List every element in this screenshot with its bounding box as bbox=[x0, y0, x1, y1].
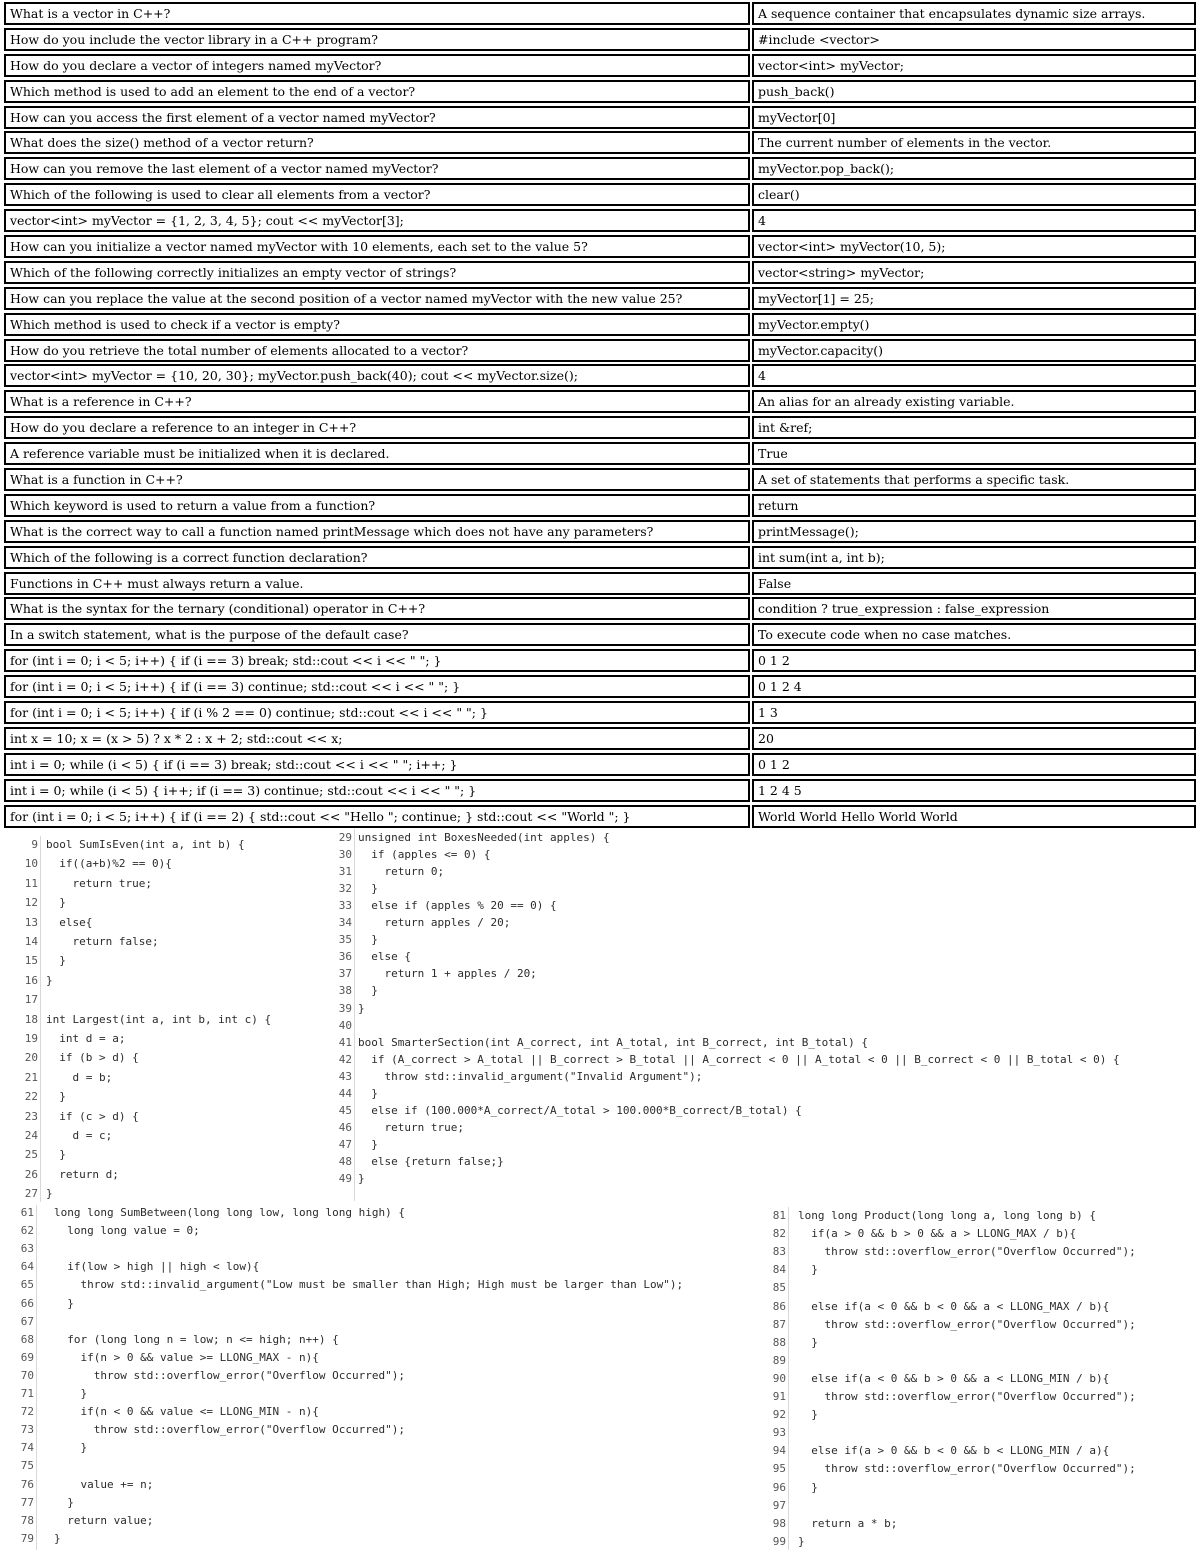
answer-cell: int sum(int a, int b); bbox=[752, 546, 1196, 569]
question-cell: What is a function in C++? bbox=[4, 468, 750, 491]
qa-row bbox=[4, 209, 1196, 235]
code-text: } bbox=[798, 1335, 818, 1349]
question-cell: Which of the following is a correct function declaration? bbox=[4, 546, 750, 569]
code-text: if (b > d) { bbox=[46, 1051, 139, 1065]
line-number: 72 bbox=[20, 1405, 34, 1419]
line-number: 36 bbox=[338, 950, 352, 964]
line-number: 22 bbox=[24, 1090, 38, 1104]
code-text: } bbox=[54, 1441, 88, 1455]
code-text: throw std::overflow_error("Overflow Occurred"); bbox=[798, 1245, 1136, 1259]
code-text: } bbox=[46, 954, 66, 968]
line-number: 76 bbox=[20, 1477, 34, 1491]
line-number: 11 bbox=[24, 876, 38, 890]
code-text: } bbox=[54, 1296, 74, 1310]
code-text: } bbox=[46, 1090, 66, 1104]
qa-row bbox=[4, 131, 1196, 157]
line-number: 23 bbox=[24, 1109, 38, 1123]
code-text: int d = a; bbox=[46, 1032, 126, 1045]
line-number: 21 bbox=[24, 1070, 38, 1084]
question-cell: What is the syntax for the ternary (conditional) operator in C++? bbox=[4, 597, 750, 620]
answer-cell: 4 bbox=[752, 209, 1196, 232]
code-text: d = b; bbox=[46, 1070, 113, 1084]
code-text: throw std::invalid_argument("Low must be smaller than High; High must be larger than Low"); bbox=[54, 1278, 684, 1292]
code-text: bool SumIsEven(int a, int b) { bbox=[46, 838, 245, 851]
answer-cell: World World Hello World World bbox=[752, 805, 1196, 828]
line-number: 44 bbox=[338, 1086, 352, 1100]
code-text: if(n < 0 && value <= LLONG_MIN - n){ bbox=[54, 1405, 319, 1419]
line-number: 19 bbox=[24, 1032, 38, 1045]
line-number: 41 bbox=[338, 1035, 352, 1049]
qa-row bbox=[4, 649, 1196, 675]
question-cell: How can you replace the value at the second position of a vector named myVector with the new value 25? bbox=[4, 287, 750, 310]
code-text: } bbox=[358, 882, 378, 896]
qa-row bbox=[4, 364, 1196, 390]
code-text: bool SmarterSection(int A_correct, int A_total, int B_correct, int B_total) { bbox=[358, 1035, 868, 1049]
answer-cell: A sequence container that encapsulates dynamic size arrays. bbox=[752, 2, 1196, 25]
code-text: return true; bbox=[358, 1120, 464, 1134]
line-number: 93 bbox=[772, 1426, 786, 1440]
line-number: 16 bbox=[24, 973, 38, 987]
line-number: 47 bbox=[338, 1137, 352, 1151]
code-text: long long SumBetween(long long low, long long high) { bbox=[54, 1206, 405, 1219]
code-text: } bbox=[54, 1531, 61, 1545]
line-number: 38 bbox=[338, 984, 352, 998]
answer-cell: A set of statements that performs a specific task. bbox=[752, 468, 1196, 491]
code-text: if (apples <= 0) { bbox=[358, 848, 491, 862]
code-panel-boxes-needed-smarter-section bbox=[320, 829, 1196, 1201]
question-cell: int i = 0; while (i < 5) { i++; if (i == 3) continue; std::cout << i << " "; } bbox=[4, 779, 750, 802]
question-cell: int i = 0; while (i < 5) { if (i == 3) break; std::cout << i << " "; i++; } bbox=[4, 753, 750, 776]
code-text: if (A_correct > A_total || B_correct > B_total || A_correct < 0 || A_total < 0 || B_correct < 0 || B_total < 0) { bbox=[358, 1052, 1120, 1066]
code-text: } bbox=[798, 1534, 805, 1548]
code-text: return a * b; bbox=[798, 1516, 898, 1530]
code-text: } bbox=[358, 1172, 365, 1185]
code-text: else if(a > 0 && b < 0 && b < LLONG_MIN / a){ bbox=[798, 1444, 1110, 1458]
line-number: 95 bbox=[772, 1462, 786, 1476]
code-text: throw std::overflow_error("Overflow Occurred"); bbox=[54, 1423, 405, 1437]
qa-row bbox=[4, 416, 1196, 442]
question-cell: Which method is used to check if a vector is empty? bbox=[4, 313, 750, 336]
code-text: long long Product(long long a, long long b) { bbox=[798, 1209, 1097, 1222]
line-number: 66 bbox=[20, 1296, 34, 1310]
line-number: 69 bbox=[20, 1350, 34, 1364]
question-cell: In a switch statement, what is the purpose of the default case? bbox=[4, 623, 750, 646]
code-gutter-divider bbox=[354, 829, 355, 1201]
qa-row bbox=[4, 546, 1196, 572]
code-text: long long value = 0; bbox=[54, 1224, 200, 1238]
question-cell: int x = 10; x = (x > 5) ? x * 2 : x + 2; std::cout << x; bbox=[4, 727, 750, 750]
answer-cell: 4 bbox=[752, 364, 1196, 387]
qa-row bbox=[4, 753, 1196, 779]
answer-cell: condition ? true_expression : false_expression bbox=[752, 597, 1196, 620]
code-panel-product bbox=[762, 1207, 1196, 1550]
line-number: 71 bbox=[20, 1387, 34, 1400]
question-cell: How can you initialize a vector named myVector with 10 elements, each set to the value 5? bbox=[4, 235, 750, 258]
question-cell: for (int i = 0; i < 5; i++) { if (i == 3) continue; std::cout << i << " "; } bbox=[4, 675, 750, 698]
answer-cell: 0 1 2 4 bbox=[752, 675, 1196, 698]
line-number: 20 bbox=[24, 1051, 38, 1065]
line-number: 84 bbox=[772, 1263, 786, 1277]
line-number: 30 bbox=[338, 848, 352, 862]
code-text: d = c; bbox=[46, 1129, 113, 1142]
code-text: } bbox=[54, 1495, 74, 1509]
question-cell: How do you declare a reference to an integer in C++? bbox=[4, 416, 750, 439]
code-text: unsigned int BoxesNeeded(int apples) { bbox=[358, 831, 610, 844]
line-number: 49 bbox=[338, 1172, 352, 1185]
qa-row bbox=[4, 235, 1196, 261]
code-text: throw std::overflow_error("Overflow Occurred"); bbox=[798, 1317, 1136, 1331]
code-text: else if (100.000*A_correct/A_total > 100.000*B_correct/B_total) { bbox=[358, 1103, 802, 1117]
line-number: 89 bbox=[772, 1353, 786, 1367]
line-number: 27 bbox=[24, 1187, 38, 1201]
qa-row bbox=[4, 597, 1196, 623]
answer-cell: To execute code when no case matches. bbox=[752, 623, 1196, 646]
line-number: 62 bbox=[20, 1224, 34, 1238]
question-cell: for (int i = 0; i < 5; i++) { if (i == 3) break; std::cout << i << " "; } bbox=[4, 649, 750, 672]
qa-row bbox=[4, 675, 1196, 701]
code-text: } bbox=[46, 1187, 53, 1201]
line-number: 92 bbox=[772, 1408, 786, 1422]
code-text: else if (apples % 20 == 0) { bbox=[358, 899, 557, 913]
line-number: 77 bbox=[20, 1495, 34, 1509]
line-number: 45 bbox=[338, 1103, 352, 1117]
code-text: } bbox=[358, 1137, 378, 1151]
answer-cell: An alias for an already existing variable. bbox=[752, 390, 1196, 413]
line-number: 32 bbox=[338, 882, 352, 896]
line-number: 18 bbox=[24, 1012, 38, 1026]
code-text: int Largest(int a, int b, int c) { bbox=[46, 1012, 272, 1026]
question-cell: How can you remove the last element of a vector named myVector? bbox=[4, 157, 750, 180]
code-panel-sum-between bbox=[6, 1205, 751, 1550]
line-number: 67 bbox=[20, 1314, 34, 1328]
code-text: else {return false;} bbox=[358, 1154, 504, 1168]
line-number: 68 bbox=[20, 1332, 34, 1346]
code-text: else{ bbox=[46, 915, 93, 929]
code-text: return true; bbox=[46, 876, 152, 890]
answer-cell: vector<string> myVector; bbox=[752, 261, 1196, 284]
question-cell: Functions in C++ must always return a value. bbox=[4, 572, 750, 595]
question-cell: What does the size() method of a vector return? bbox=[4, 131, 750, 154]
code-text: } bbox=[358, 1001, 365, 1015]
line-number: 42 bbox=[338, 1052, 352, 1066]
code-text: for (long long n = low; n <= high; n++) { bbox=[54, 1332, 339, 1346]
qa-row bbox=[4, 287, 1196, 313]
qa-row bbox=[4, 727, 1196, 753]
line-number: 14 bbox=[24, 935, 38, 948]
qa-row bbox=[4, 572, 1196, 598]
answer-cell: int &ref; bbox=[752, 416, 1196, 439]
line-number: 15 bbox=[24, 954, 38, 968]
line-number: 82 bbox=[772, 1227, 786, 1241]
line-number: 70 bbox=[20, 1368, 34, 1382]
line-number: 83 bbox=[772, 1245, 786, 1259]
code-text: } bbox=[46, 973, 53, 987]
line-number: 99 bbox=[772, 1534, 786, 1548]
answer-cell: myVector.capacity() bbox=[752, 339, 1196, 362]
code-text: } bbox=[798, 1408, 818, 1422]
code-text: return false; bbox=[46, 935, 159, 948]
code-text: else { bbox=[358, 950, 411, 964]
line-number: 64 bbox=[20, 1260, 34, 1274]
code-text: throw std::invalid_argument("Invalid Argument"); bbox=[358, 1069, 703, 1083]
code-text: return 1 + apples / 20; bbox=[358, 967, 537, 981]
code-text: throw std::overflow_error("Overflow Occurred"); bbox=[798, 1462, 1136, 1476]
line-number: 12 bbox=[24, 896, 38, 910]
question-cell: vector<int> myVector = {1, 2, 3, 4, 5}; cout << myVector[3]; bbox=[4, 209, 750, 232]
line-number: 48 bbox=[338, 1154, 352, 1168]
line-number: 9 bbox=[31, 838, 38, 851]
code-text: throw std::overflow_error("Overflow Occurred"); bbox=[54, 1368, 405, 1382]
line-number: 29 bbox=[338, 831, 352, 844]
question-cell: A reference variable must be initialized when it is declared. bbox=[4, 442, 750, 465]
answer-cell: 0 1 2 bbox=[752, 753, 1196, 776]
answer-cell: clear() bbox=[752, 183, 1196, 206]
code-text: throw std::overflow_error("Overflow Occurred"); bbox=[798, 1390, 1136, 1403]
line-number: 34 bbox=[338, 916, 352, 930]
line-number: 25 bbox=[24, 1148, 38, 1162]
code-text: if((a+b)%2 == 0){ bbox=[46, 857, 172, 871]
question-cell: How do you retrieve the total number of elements allocated to a vector? bbox=[4, 339, 750, 362]
qa-row bbox=[4, 805, 1196, 831]
line-number: 33 bbox=[338, 899, 352, 913]
qa-row bbox=[4, 2, 1196, 28]
line-number: 98 bbox=[772, 1516, 786, 1530]
qa-row bbox=[4, 779, 1196, 805]
answer-cell: printMessage(); bbox=[752, 520, 1196, 543]
line-number: 73 bbox=[20, 1423, 34, 1437]
line-number: 31 bbox=[338, 865, 352, 879]
code-text: if (c > d) { bbox=[46, 1109, 139, 1123]
answer-cell: #include <vector> bbox=[752, 28, 1196, 51]
answer-cell: 0 1 2 bbox=[752, 649, 1196, 672]
answer-cell: True bbox=[752, 442, 1196, 465]
line-number: 81 bbox=[772, 1209, 786, 1222]
code-text: else if(a < 0 && b > 0 && a < LLONG_MIN / b){ bbox=[798, 1371, 1110, 1385]
question-cell: What is a reference in C++? bbox=[4, 390, 750, 413]
line-number: 78 bbox=[20, 1513, 34, 1527]
line-number: 96 bbox=[772, 1480, 786, 1494]
code-text: } bbox=[798, 1263, 818, 1277]
qa-row bbox=[4, 623, 1196, 649]
code-text: } bbox=[46, 896, 66, 910]
answer-cell: 1 3 bbox=[752, 701, 1196, 724]
code-text: value += n; bbox=[54, 1477, 154, 1491]
line-number: 87 bbox=[772, 1317, 786, 1331]
code-text: else if(a < 0 && b < 0 && a < LLONG_MAX / b){ bbox=[798, 1299, 1110, 1313]
code-text: if(low > high || high < low){ bbox=[54, 1260, 260, 1274]
code-text: return 0; bbox=[358, 865, 445, 879]
line-number: 24 bbox=[24, 1129, 38, 1142]
line-number: 74 bbox=[20, 1441, 34, 1455]
qa-row bbox=[4, 28, 1196, 54]
code-text: } bbox=[798, 1480, 818, 1494]
line-number: 79 bbox=[20, 1531, 34, 1545]
line-number: 65 bbox=[20, 1278, 34, 1292]
line-number: 61 bbox=[20, 1206, 34, 1219]
question-cell: How can you access the first element of a vector named myVector? bbox=[4, 106, 750, 129]
line-number: 35 bbox=[338, 933, 352, 947]
code-text: } bbox=[54, 1387, 88, 1400]
line-number: 40 bbox=[338, 1018, 352, 1032]
answer-cell: myVector[1] = 25; bbox=[752, 287, 1196, 310]
line-number: 85 bbox=[772, 1281, 786, 1295]
qa-row bbox=[4, 390, 1196, 416]
qa-row bbox=[4, 54, 1196, 80]
question-cell: for (int i = 0; i < 5; i++) { if (i == 2) { std::cout << "Hello "; continue; } std::cout << "World "; } bbox=[4, 805, 750, 828]
qa-row bbox=[4, 313, 1196, 339]
code-text: return value; bbox=[54, 1513, 154, 1527]
code-text: if(n > 0 && value >= LLONG_MAX - n){ bbox=[54, 1350, 319, 1364]
question-cell: for (int i = 0; i < 5; i++) { if (i % 2 == 0) continue; std::cout << i << " "; } bbox=[4, 701, 750, 724]
answer-cell: vector<int> myVector; bbox=[752, 54, 1196, 77]
code-text: return apples / 20; bbox=[358, 916, 511, 930]
answer-cell: return bbox=[752, 494, 1196, 517]
line-number: 75 bbox=[20, 1459, 34, 1473]
qa-row bbox=[4, 106, 1196, 132]
question-cell: Which method is used to add an element to the end of a vector? bbox=[4, 80, 750, 103]
answer-cell: push_back() bbox=[752, 80, 1196, 103]
line-number: 17 bbox=[24, 993, 38, 1007]
qa-row bbox=[4, 80, 1196, 106]
answer-cell: myVector.pop_back(); bbox=[752, 157, 1196, 180]
qa-row bbox=[4, 261, 1196, 287]
code-text: } bbox=[358, 984, 378, 998]
question-cell: Which of the following correctly initializes an empty vector of strings? bbox=[4, 261, 750, 284]
line-number: 26 bbox=[24, 1167, 38, 1181]
code-gutter-divider bbox=[788, 1207, 789, 1550]
line-number: 43 bbox=[338, 1069, 352, 1083]
code-panel-sum-is-even-largest bbox=[6, 836, 348, 1202]
answer-cell: The current number of elements in the vector. bbox=[752, 131, 1196, 154]
line-number: 10 bbox=[24, 857, 38, 871]
qa-row bbox=[4, 183, 1196, 209]
code-text: } bbox=[46, 1148, 66, 1162]
qa-row bbox=[4, 157, 1196, 183]
code-gutter-divider bbox=[36, 1205, 37, 1550]
answer-cell: 1 2 4 5 bbox=[752, 779, 1196, 802]
line-number: 46 bbox=[338, 1120, 352, 1134]
question-cell: What is the correct way to call a function named printMessage which does not have any parameters? bbox=[4, 520, 750, 543]
line-number: 97 bbox=[772, 1498, 786, 1512]
code-text: if(a > 0 && b > 0 && a > LLONG_MAX / b){ bbox=[798, 1227, 1077, 1241]
line-number: 91 bbox=[772, 1390, 786, 1403]
line-number: 94 bbox=[772, 1444, 786, 1458]
line-number: 37 bbox=[338, 967, 352, 981]
answer-cell: 20 bbox=[752, 727, 1196, 750]
code-text: return d; bbox=[46, 1167, 119, 1181]
qa-row bbox=[4, 339, 1196, 365]
question-cell: Which keyword is used to return a value from a function? bbox=[4, 494, 750, 517]
qa-row bbox=[4, 468, 1196, 494]
question-cell: How do you declare a vector of integers named myVector? bbox=[4, 54, 750, 77]
qa-table bbox=[4, 2, 1196, 831]
qa-row bbox=[4, 494, 1196, 520]
line-number: 86 bbox=[772, 1299, 786, 1313]
answer-cell: myVector[0] bbox=[752, 106, 1196, 129]
question-cell: vector<int> myVector = {10, 20, 30}; myVector.push_back(40); cout << myVector.size(); bbox=[4, 364, 750, 387]
code-text: } bbox=[358, 1086, 378, 1100]
qa-row bbox=[4, 701, 1196, 727]
answer-cell: vector<int> myVector(10, 5); bbox=[752, 235, 1196, 258]
answer-cell: False bbox=[752, 572, 1196, 595]
line-number: 63 bbox=[20, 1242, 34, 1256]
line-number: 39 bbox=[338, 1001, 352, 1015]
question-cell: How do you include the vector library in a C++ program? bbox=[4, 28, 750, 51]
line-number: 88 bbox=[772, 1335, 786, 1349]
qa-row bbox=[4, 520, 1196, 546]
qa-row bbox=[4, 442, 1196, 468]
code-text: } bbox=[358, 933, 378, 947]
line-number: 90 bbox=[772, 1371, 786, 1385]
answer-cell: myVector.empty() bbox=[752, 313, 1196, 336]
line-number: 13 bbox=[24, 915, 38, 929]
code-gutter-divider bbox=[40, 836, 41, 1202]
question-cell: What is a vector in C++? bbox=[4, 2, 750, 25]
question-cell: Which of the following is used to clear all elements from a vector? bbox=[4, 183, 750, 206]
